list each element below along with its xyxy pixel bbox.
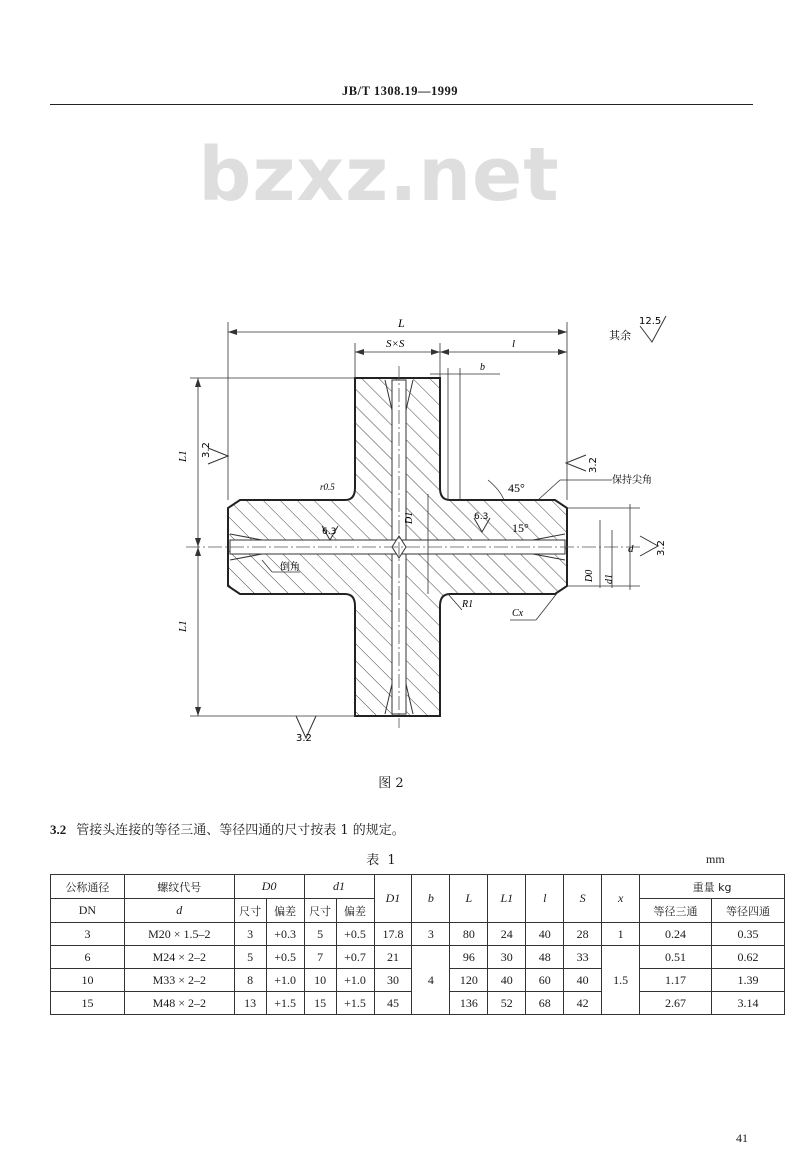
- clause-text: 管接头连接的等径三通、等径四通的尺寸按表 1 的规定。: [76, 823, 405, 838]
- header-dn: DN: [51, 899, 125, 923]
- watermark: bzxz.net: [198, 132, 560, 218]
- header-tee: 等径三通: [640, 899, 712, 923]
- dim-r05: r0.5: [320, 482, 335, 492]
- figure-caption: 图 2: [378, 776, 404, 791]
- header-thread-cn: 螺纹代号: [124, 875, 234, 899]
- svg-text:12.5: 12.5: [639, 316, 662, 327]
- header-thread: d: [176, 903, 183, 917]
- table-row: 10 M33 × 2–2 8 +1.0 10 +1.0 30 120 40 60 40 1.17 1.39: [51, 969, 785, 992]
- header-d1: d1: [333, 879, 346, 893]
- header-l: l: [543, 891, 547, 905]
- dim-Cx: Cx: [512, 608, 524, 619]
- dim-d1: d1: [604, 574, 615, 584]
- table-title: 表 1: [366, 853, 398, 868]
- table-row: 3 M20 × 1.5–2 3 +0.3 5 +0.5 17.8 3 80 24 40 28 1 0.24 0.35: [51, 923, 785, 946]
- header-S: S: [579, 891, 586, 905]
- angle-45: 45°: [508, 481, 525, 495]
- header-size-d1: 尺寸: [304, 899, 336, 923]
- header-D0: D0: [261, 879, 277, 893]
- svg-text:3.2: 3.2: [296, 733, 312, 744]
- dimension-table: [50, 874, 785, 1015]
- roughness-symbol-right: [566, 455, 586, 471]
- svg-text:3.2: 3.2: [656, 540, 667, 556]
- header-L1: L1: [500, 891, 514, 905]
- dim-l: l: [512, 338, 516, 350]
- dim-SxS: S×S: [386, 338, 405, 350]
- dim-R1: R1: [462, 599, 474, 610]
- header-cross: 等径四通: [711, 899, 784, 923]
- dim-d: d: [628, 543, 634, 555]
- svg-text:3.2: 3.2: [201, 442, 212, 458]
- table-row: 15 M48 × 2–2 13 +1.5 15 +1.5 45 136 52 68 42 2.67 3.14: [51, 992, 785, 1015]
- clause-3-2: [50, 819, 405, 838]
- table-row: 6 M24 × 2–2 5 +0.5 7 +0.7 21 4 96 30 48 33 1.5 0.51 0.62: [51, 946, 785, 969]
- header-size-d0: 尺寸: [234, 899, 266, 923]
- svg-text:6.3: 6.3: [322, 527, 337, 537]
- svg-text:3.2: 3.2: [588, 457, 599, 473]
- angle-15: 15°: [512, 521, 529, 535]
- header-x: x: [617, 891, 624, 905]
- dim-L1-bottom: L1: [177, 620, 189, 632]
- standard-number-header: JB/T 1308.19—1999: [342, 84, 458, 98]
- header-tol-d1: 偏差: [336, 899, 374, 923]
- header-L: L: [465, 891, 473, 905]
- clause-number: 3.2: [50, 822, 67, 837]
- dim-L: L: [398, 316, 405, 330]
- keep-sharp-note: 保持尖角: [612, 475, 652, 486]
- table-unit: mm: [706, 852, 725, 866]
- header-dn-cn: 公称通径: [51, 875, 125, 899]
- header-weight: 重量 kg: [640, 875, 785, 899]
- header-tol-d0: 偏差: [266, 899, 304, 923]
- dim-b: b: [480, 362, 485, 373]
- page-number: 41: [736, 1131, 748, 1145]
- dim-D1: D1: [404, 511, 415, 524]
- chamfer-note: 倒角: [280, 562, 300, 573]
- svg-text:6.3: 6.3: [474, 512, 489, 522]
- rest-roughness-label: 其余: [609, 329, 631, 342]
- dim-L1-top: L1: [177, 450, 189, 462]
- header-b: b: [427, 891, 434, 905]
- header-D1: D1: [385, 891, 401, 905]
- dim-D0: D0: [584, 569, 595, 582]
